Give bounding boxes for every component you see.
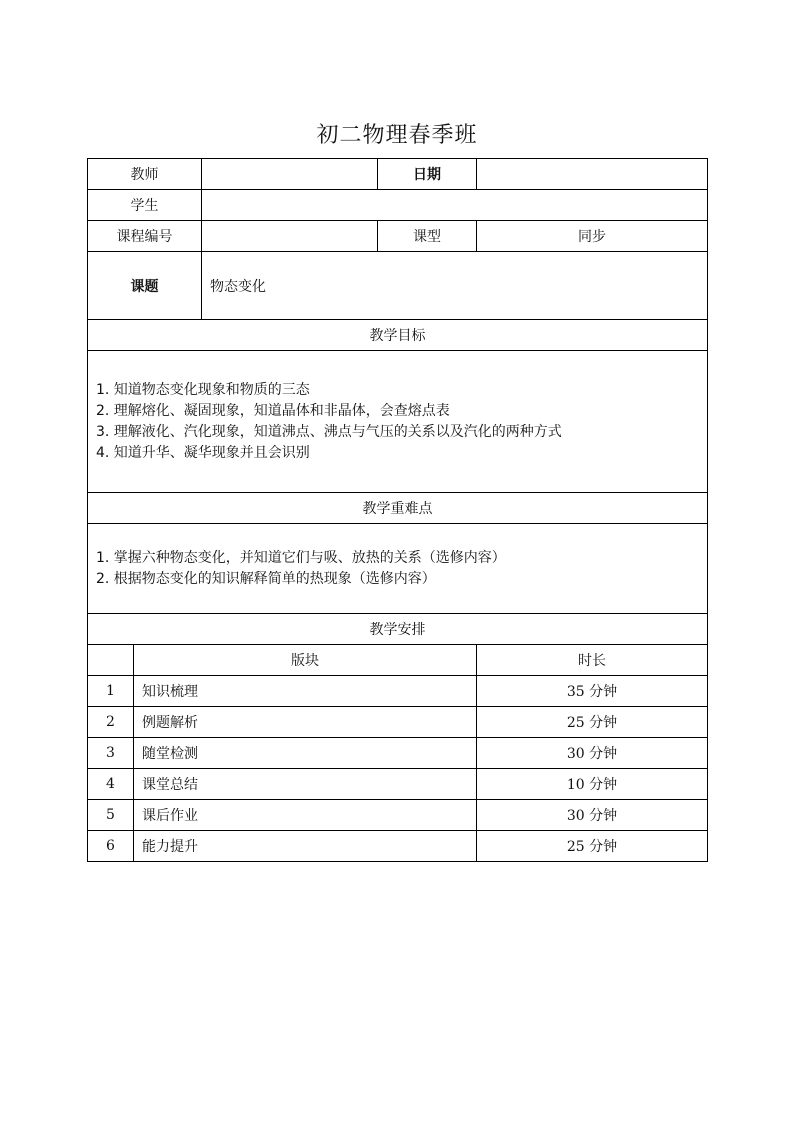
schedule-row-number: 4	[88, 769, 134, 800]
lesson-plan-table	[87, 158, 708, 862]
table-row	[88, 769, 708, 800]
goals-content-row	[88, 351, 708, 493]
teacher-date-row	[88, 159, 708, 190]
list-item: 2. 根据物态变化的知识解释简单的热现象（选修内容）	[96, 570, 436, 587]
schedule-row-name: 例题解析	[134, 707, 477, 738]
schedule-row-number: 5	[88, 800, 134, 831]
student-label: 学生	[88, 190, 202, 221]
schedule-row-number: 3	[88, 738, 134, 769]
schedule-row-name: 课后作业	[134, 800, 477, 831]
schedule-heading: 教学安排	[88, 614, 708, 645]
topic-row	[88, 252, 708, 320]
page-title: 初二物理春季班	[316, 123, 478, 148]
date-label: 日期	[378, 159, 477, 190]
list-item: 2. 理解熔化、凝固现象，知道晶体和非晶体，会查熔点表	[96, 402, 450, 419]
date-value[interactable]	[477, 159, 708, 190]
student-row	[88, 190, 708, 221]
schedule-row-duration: 10 分钟	[477, 769, 708, 800]
schedule-header-row	[88, 645, 708, 676]
goals-heading-row	[88, 320, 708, 351]
goals-list	[88, 351, 708, 493]
schedule-no-header	[88, 645, 134, 676]
course-row	[88, 221, 708, 252]
difficulties-content-row	[88, 524, 708, 614]
teacher-label: 教师	[88, 159, 202, 190]
schedule-row-name: 随堂检测	[134, 738, 477, 769]
table-row	[88, 676, 708, 707]
list-item: 3. 理解液化、汽化现象，知道沸点、沸点与气压的关系以及汽化的两种方式	[96, 423, 562, 440]
list-item: 1. 知道物态变化现象和物质的三态	[96, 381, 310, 398]
teacher-value[interactable]	[202, 159, 378, 190]
table-row	[88, 738, 708, 769]
schedule-row-duration: 25 分钟	[477, 831, 708, 862]
table-row	[88, 831, 708, 862]
table-row	[88, 800, 708, 831]
schedule-heading-row	[88, 614, 708, 645]
list-item: 4. 知道升华、凝华现象并且会识别	[96, 444, 310, 461]
table-row	[88, 707, 708, 738]
course-type-label: 课型	[378, 221, 477, 252]
student-value[interactable]	[202, 190, 708, 221]
schedule-row-duration: 30 分钟	[477, 738, 708, 769]
schedule-row-duration: 30 分钟	[477, 800, 708, 831]
topic-value: 物态变化	[202, 252, 708, 320]
difficulties-list	[88, 524, 708, 614]
goals-heading: 教学目标	[88, 320, 708, 351]
schedule-row-name: 课堂总结	[134, 769, 477, 800]
course-no-value[interactable]	[202, 221, 378, 252]
schedule-row-duration: 35 分钟	[477, 676, 708, 707]
topic-label: 课题	[88, 252, 202, 320]
schedule-row-number: 6	[88, 831, 134, 862]
difficulties-heading: 教学重难点	[88, 493, 708, 524]
schedule-block-header: 版块	[134, 645, 477, 676]
course-no-label: 课程编号	[88, 221, 202, 252]
course-type-value: 同步	[477, 221, 708, 252]
list-item: 1. 掌握六种物态变化，并知道它们与吸、放热的关系（选修内容）	[96, 549, 506, 566]
schedule-duration-header: 时长	[477, 645, 708, 676]
schedule-row-number: 1	[88, 676, 134, 707]
schedule-row-name: 能力提升	[134, 831, 477, 862]
schedule-row-number: 2	[88, 707, 134, 738]
schedule-row-name: 知识梳理	[134, 676, 477, 707]
schedule-row-duration: 25 分钟	[477, 707, 708, 738]
difficulties-heading-row	[88, 493, 708, 524]
